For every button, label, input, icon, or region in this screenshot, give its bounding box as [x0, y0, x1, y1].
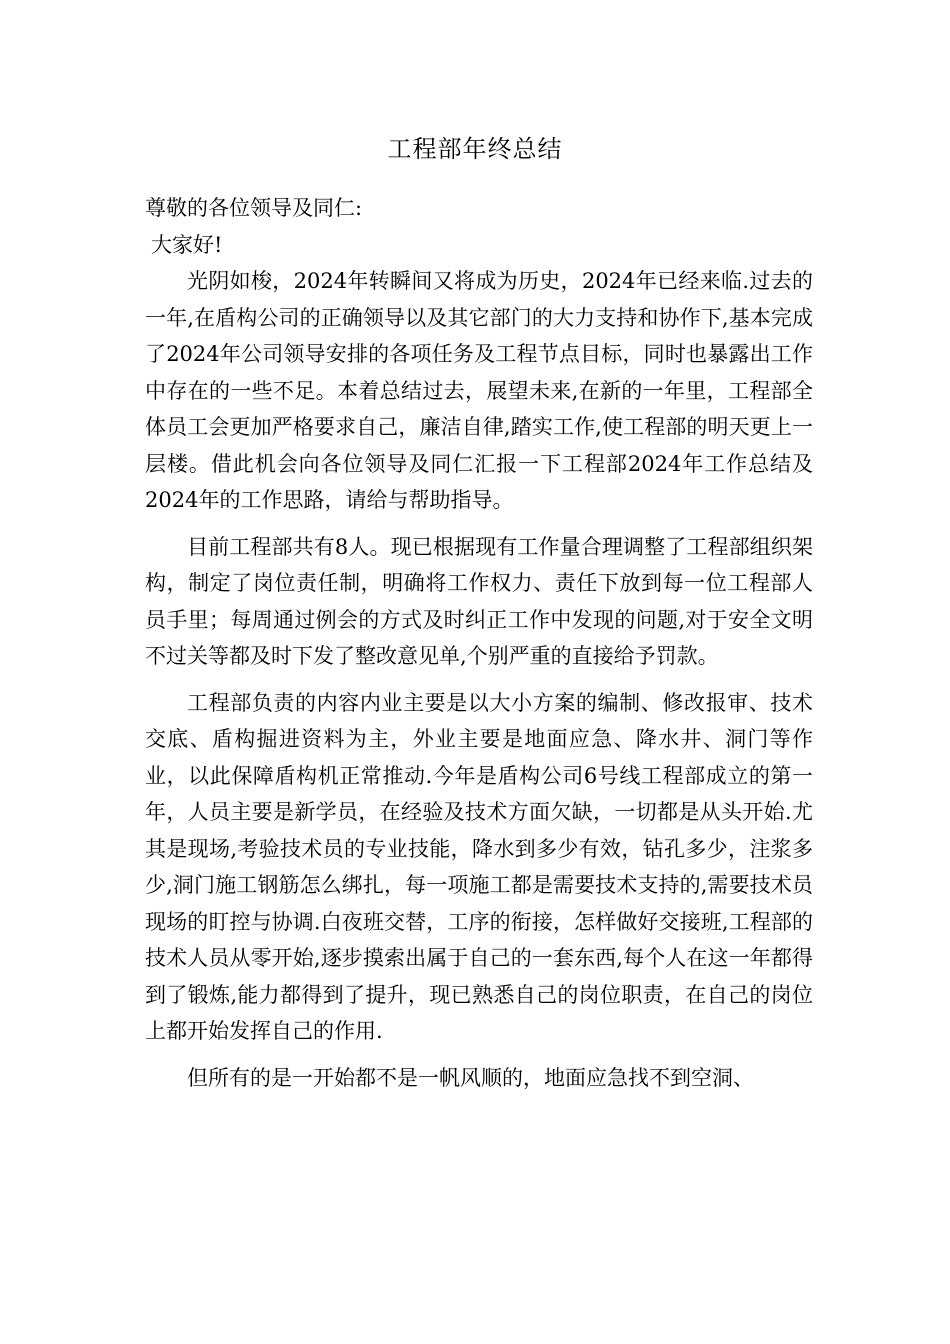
salutation: 尊敬的各位领导及同仁:	[145, 196, 363, 220]
document-body	[145, 190, 813, 1106]
paragraph-staffing: 目前工程部共有8人。现已根据现有工作量合理调整了工程部组织架构，制定了岗位责任制，明确将工作权力、责任下放到每一位工程部人员手里；每周通过例会的方式及时纠正工作中发现的问题,对于安全文明不过关等都及时下发了整改意见单,个别严重的直接给予罚款。	[145, 534, 813, 668]
paragraph-challenges: 但所有的是一开始都不是一帆风顺的，地面应急找不到空洞、	[187, 1065, 754, 1090]
paragraph-intro: 光阴如梭，2024年转瞬间又将成为历史，2024年已经来临.过去的一年,在盾构公司的正确领导以及其它部门的大力支持和协作下,基本完成了2024年公司领导安排的各项任务及工程节点目标，同时也暴露出工作中存在的一些不足。本着总结过去，展望未来,在新的一年里，工程部全体员工会更加严格要求自己，廉洁自律,踏实工作,使工程部的明天更上一层楼。借此机会向各位领导及同仁汇报一下工程部2024年工作总结及2024年的工作思路，请给与帮助指导。	[145, 269, 813, 512]
paragraph-responsibilities: 工程部负责的内容内业主要是以大小方案的编制、修改报审、技术交底、盾构掘进资料为主，外业主要是地面应急、降水井、洞门等作业，以此保障盾构机正常推动.今年是盾构公司6号线工程部成立的第一年，人员主要是新学员，在经验及技术方面欠缺，一切都是从头开始.尤其是现场,考验技术员的专业技能，降水到多少有效，钻孔多少，注浆多少,洞门施工钢筋怎么绑扎，每一项施工都是需要技术支持的,需要技术员现场的盯控与协调.白夜班交替，工序的衔接，怎样做好交接班,工程部的技术人员从零开始,逐步摸索出属于自己的一套东西,每个人在这一年都得到了锻炼,能力都得到了提升，现已熟悉自己的岗位职责，在自己的岗位上都开始发挥自己的作用.	[145, 690, 813, 1043]
greeting: 大家好!	[151, 232, 223, 257]
document-title: 工程部年终总结	[387, 135, 563, 163]
